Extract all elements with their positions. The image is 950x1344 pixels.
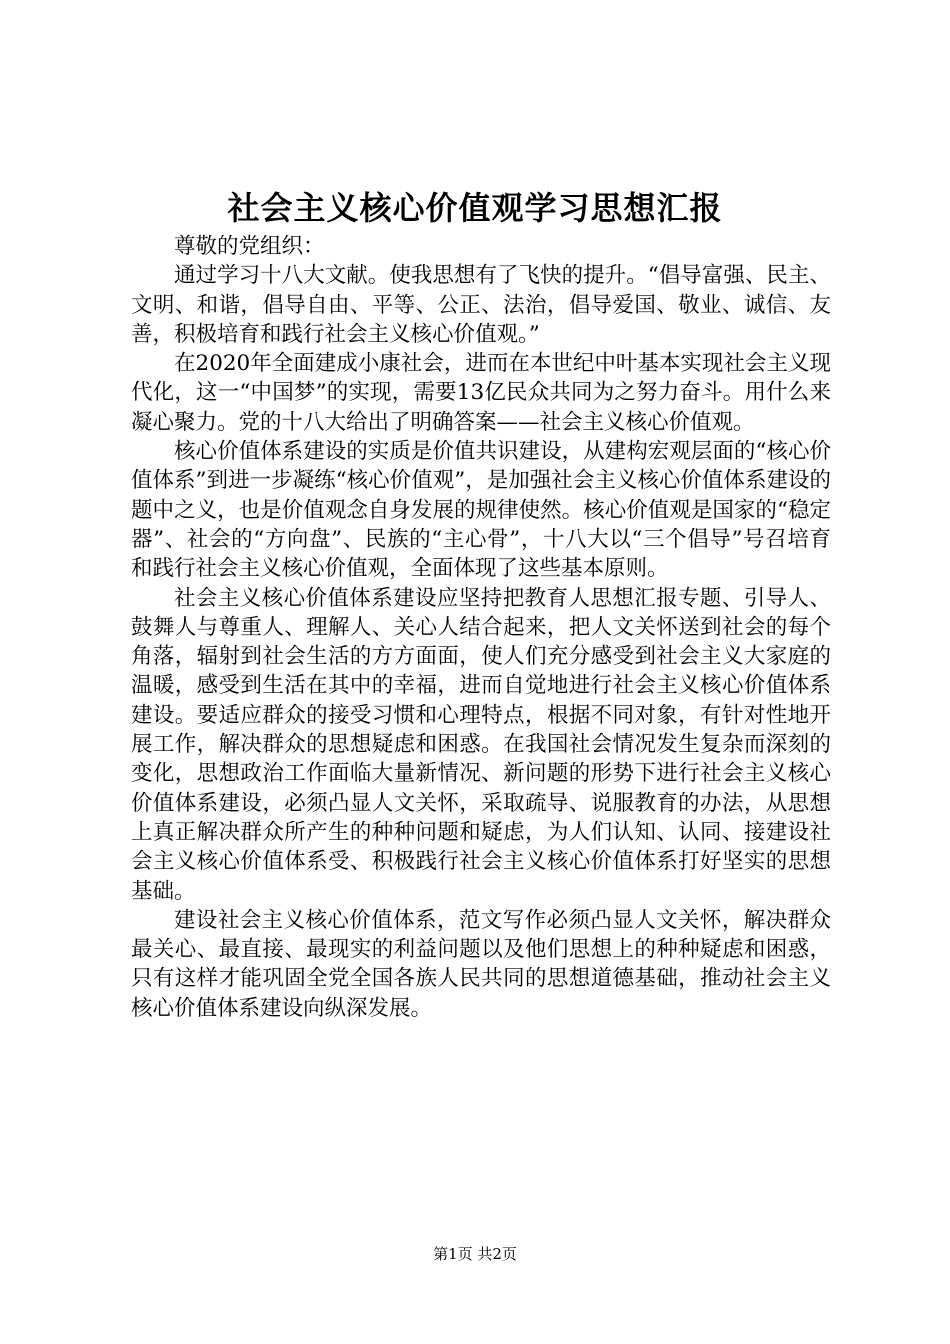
salutation: 尊敬的党组织： <box>174 234 325 259</box>
paragraph-1: 通过学习十八大文献。使我思想有了飞快的提升。“倡导富强、民主、文明、和谐，倡导自由、平等、公正、法治，倡导爱国、敬业、诚信、友善，积极培育和践行社会主义核心价值观。” <box>131 263 831 347</box>
paragraph-3: 核心价值体系建设的实质是价值共识建设，从建构宏观层面的“核心价值体系”到进一步凝练“核心价值观”，是加强社会主义核心价值体系建设的题中之义，也是价值观念自身发展的规律使然。核心价值观是国家的“稳定器”、社会的“方向盘”、民族的“主心骨”，十八大以“三个倡导”号召培育和践行社会主义核心价值观，全面体现了这些基本原则。 <box>131 439 831 582</box>
page-title: 社会主义核心价值观学习思想汇报 <box>227 189 723 227</box>
document-body <box>131 232 831 1023</box>
paragraph-5: 建设社会主义核心价值体系，范文写作必须凸显人文关怀，解决群众最关心、最直接、最现实的利益问题以及他们思想上的种种疑虑和困惑，只有这样才能巩固全党全国各族人民共同的思想道德基础，推动社会主义核心价值体系建设向纵深发展。 <box>131 907 831 1021</box>
paragraph-2: 在2020年全面建成小康社会，进而在本世纪中叶基本实现社会主义现代化，这一“中国梦”的实现，需要13亿民众共同为之努力奋斗。用什么来凝心聚力。党的十八大给出了明确答案——社会主义核心价值观。 <box>131 351 831 435</box>
page-number-footer: 第1页 共2页 <box>433 1245 517 1263</box>
paragraph-4: 社会主义核心价值体系建设应坚持把教育人思想汇报专题、引导人、鼓舞人与尊重人、理解人、关心人结合起来，把人文关怀送到社会的每个角落，辐射到社会生活的方方面面，使人们充分感受到社会主义大家庭的温暖，感受到生活在其中的幸福，进而自觉地进行社会主义核心价值体系建设。要适应群众的接受习惯和心理特点，根据不同对象，有针对性地开展工作，解决群众的思想疑虑和困惑。在我国社会情况发生复杂而深刻的变化，思想政治工作面临大量新情况、新问题的形势下进行社会主义核心价值体系建设，必须凸显人文关怀，采取疏导、说服教育的办法，从思想上真正解决群众所产生的种种问题和疑虑，为人们认知、认同、接建设社会主义核心价值体系受、积极践行社会主义核心价值体系打好坚实的思想基础。 <box>131 585 831 904</box>
